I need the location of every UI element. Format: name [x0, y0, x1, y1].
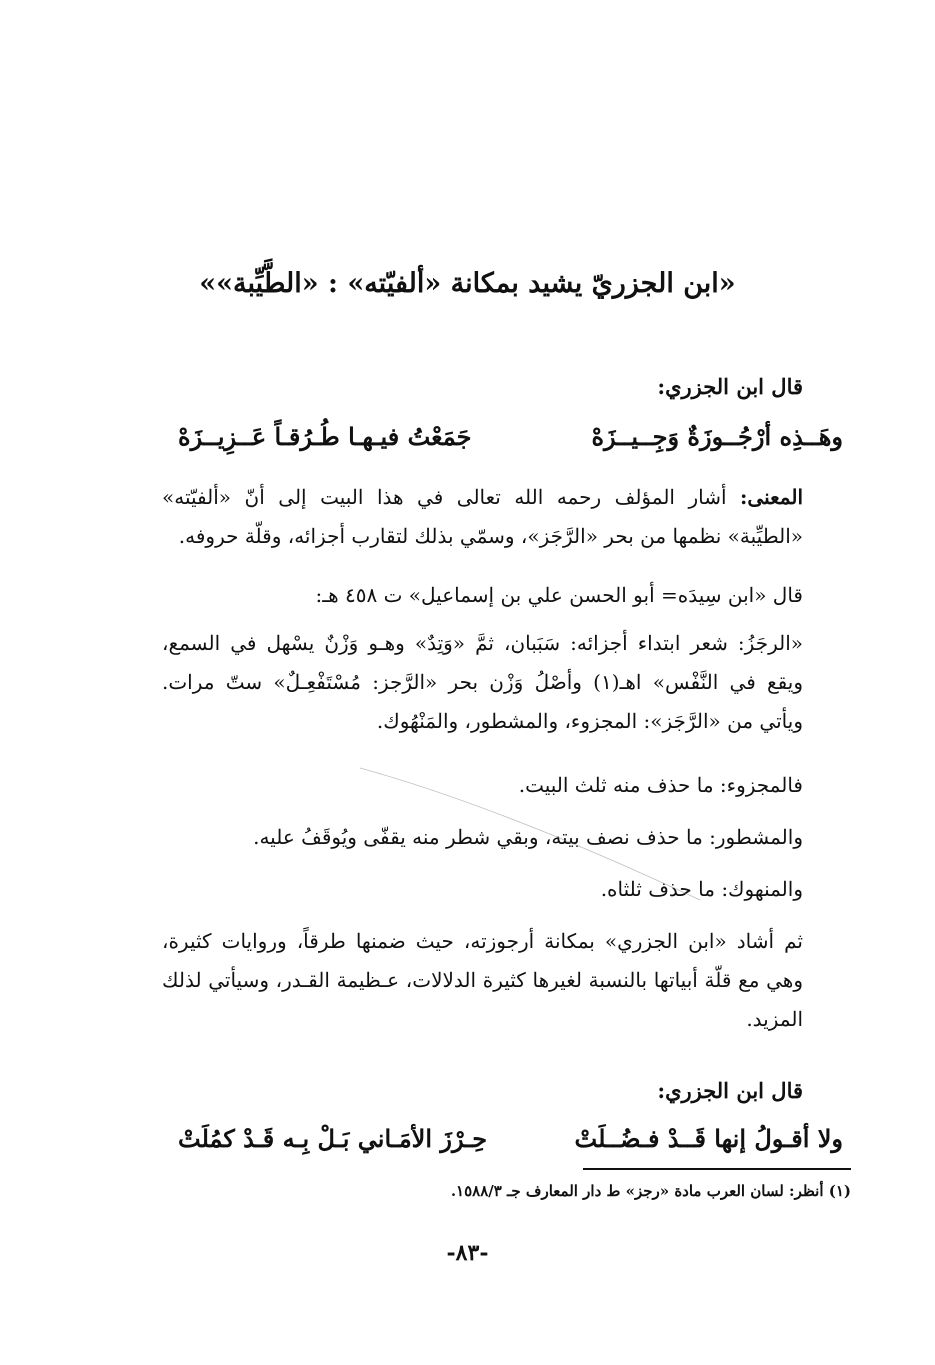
majzu-definition: فالمجزوء: ما حذف منه ثلث البيت. — [518, 773, 803, 797]
footnote: (١) أنظر: لسان العرب مادة «رجز» ط دار المعارف جـ ١٥٨٨/٣. — [450, 1182, 851, 1200]
verse-first-hemistich: وهَــذِه أرْجُــوزَةٌ وَجِــيــزَهْ — [591, 422, 843, 451]
manhuk-definition: والمنهوك: ما حذف ثلثاه. — [600, 877, 803, 901]
ibn-sida-line: قال «ابن سِيدَه= أبو الحسن علي بن إسماعيل» ت ٤٥٨ هـ: — [315, 583, 803, 607]
mashtur-definition: والمشطور: ما حذف نصف بيته، وبقي شطر منه يقفّى ويُوقَفُ عليه. — [253, 825, 803, 849]
section-heading: قال ابن الجزري: — [657, 374, 803, 399]
verse-first-hemistich: ولا أقـولُ إنها قَــدْ فـضُــلَتْ — [574, 1124, 843, 1153]
poem-verse-2 — [178, 1124, 843, 1153]
page-title: «ابن الجزريّ يشيد بمكانة «ألفيّته» : «الطَّيِّبة»» — [199, 268, 736, 299]
meaning-text: أشار المؤلف رحمه الله تعالى في هذا البيت إلى أنّ «ألفيّته» «الطيِّبة» نظمها من بحر «الرَّجَز»، وسمّي بذلك لتقارب أجزائه، وقلّة حروفه. — [162, 485, 803, 548]
footnote-divider — [583, 1168, 851, 1170]
poem-verse — [178, 422, 843, 451]
conclusion-paragraph: ثم أشاد «ابن الجزري» بمكانة أرجوزته، حيث ضمنها طرقاً، وروايات كثيرة، وهي مع قلّة أبياتها بالنسبة لغيرها كثيرة الدلالات، عـظيمة القـدر، وسيأتي لذلك المزيد. — [162, 929, 803, 1031]
rajaz-definition: «الرجَزُ: شعر ابتداء أجزائه: سَبَبان، ثمَّ «وَتِدٌ» وهـو وَزْنٌ يسْهل في السمع، ويقع في النَّفْس» اهـ(١) وأصْلُ وَزْن بحر «الرَّجز: مُسْتَفْعِـلٌ» ستّ مرات. ويأتي من «الرَّجَز»: المجزوء، والمشطور، والمَنْهُوك. — [162, 631, 803, 733]
scan-artifact-line — [350, 760, 710, 910]
section-heading-2: قال ابن الجزري: — [657, 1078, 803, 1103]
verse-second-hemistich: جَمَعْتُ فيـهـا طُـرُقـاً عَــزِيــزَهْ — [178, 422, 472, 451]
meaning-paragraph — [162, 478, 803, 556]
page-number: -٨٣- — [446, 1240, 489, 1266]
verse-second-hemistich: حِـرْزَ الأمَـاني بَـلْ بِـه قَـدْ كمُلَتْ — [178, 1124, 488, 1153]
meaning-label: المعنى: — [740, 485, 803, 509]
